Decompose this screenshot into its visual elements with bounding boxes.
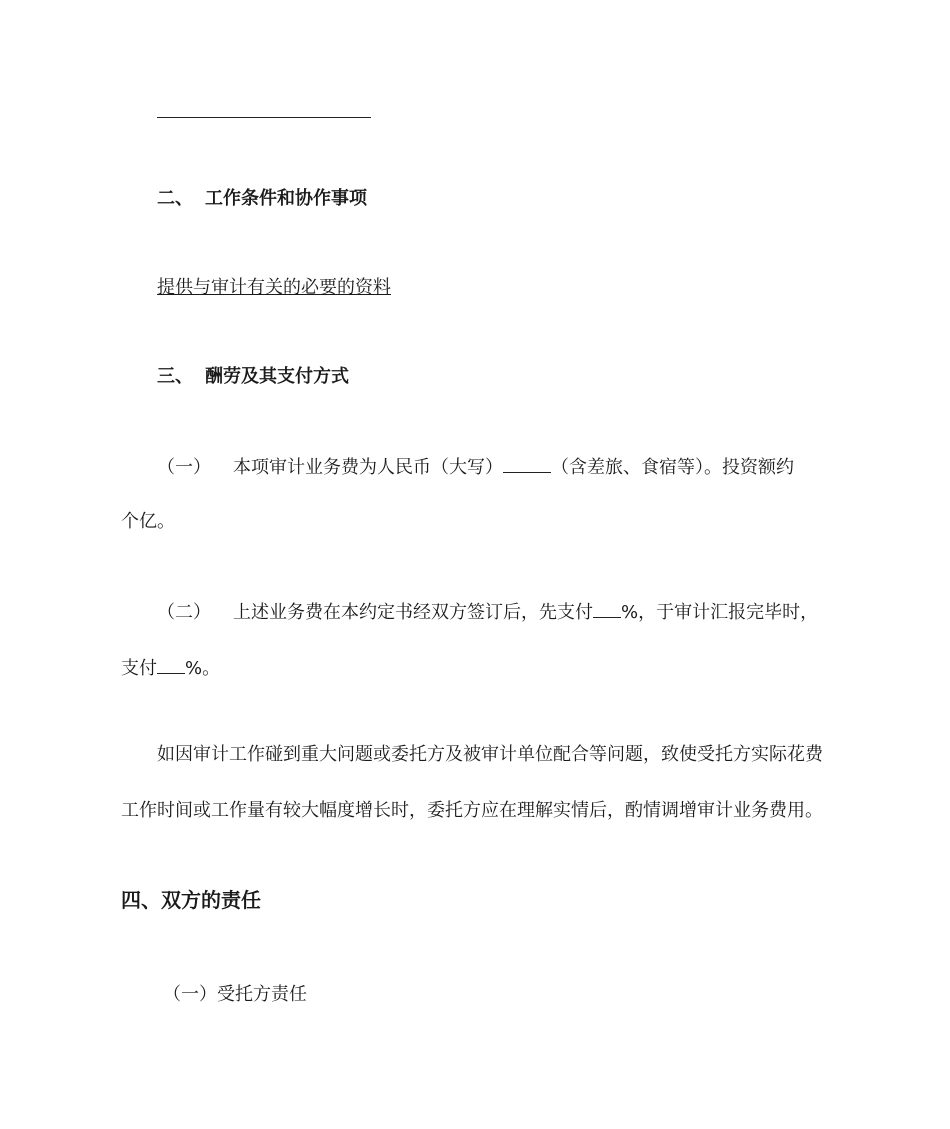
section-4-subheading-1: （一）受托方责任	[163, 984, 307, 1005]
section-3-number: 三、	[157, 366, 193, 387]
section-3-heading	[157, 365, 349, 389]
fee-item-2-text-a: 上述业务费在本约定书经双方签订后，先支付	[233, 602, 593, 623]
fee-item-1-text-a: 本项审计业务费为人民币（大写）	[233, 457, 503, 478]
fee-item-2-text-b: %，于审计汇报完毕时，	[621, 602, 819, 623]
fee-item-1-line-2: 个亿。	[121, 511, 175, 532]
fee-item-2-text-d: %。	[185, 658, 221, 679]
section-2-heading	[157, 187, 367, 211]
fill-in-blank-line	[157, 117, 371, 118]
section-2-title: 工作条件和协作事项	[205, 188, 367, 209]
fee-item-2-line-1	[157, 599, 818, 625]
fee-item-2-line-2	[121, 655, 220, 681]
section-3-title: 酬劳及其支付方式	[205, 366, 349, 387]
fee-item-2-number: （二）	[157, 602, 211, 623]
percent-blank-1	[593, 599, 621, 618]
section-2-number: 二、	[157, 188, 193, 209]
section-4-heading: 四、双方的责任	[121, 888, 261, 912]
percent-blank-2	[157, 655, 185, 674]
fee-note-line-1: 如因审计工作碰到重大问题或委托方及被审计单位配合等问题，致使受托方实际花费	[157, 744, 823, 765]
fee-note-line-2: 工作时间或工作量有较大幅度增长时，委托方应在理解实情后，酌情调增审计业务费用。	[121, 800, 823, 821]
fee-item-2-text-c: 支付	[121, 658, 157, 679]
section-2-body: 提供与审计有关的必要的资料	[157, 277, 391, 298]
amount-blank	[503, 454, 551, 473]
fee-item-1-number: （一）	[157, 457, 211, 478]
fee-item-1-line-1	[157, 454, 794, 480]
fee-item-1-text-b: （含差旅、食宿等）。投资额约	[551, 457, 794, 478]
